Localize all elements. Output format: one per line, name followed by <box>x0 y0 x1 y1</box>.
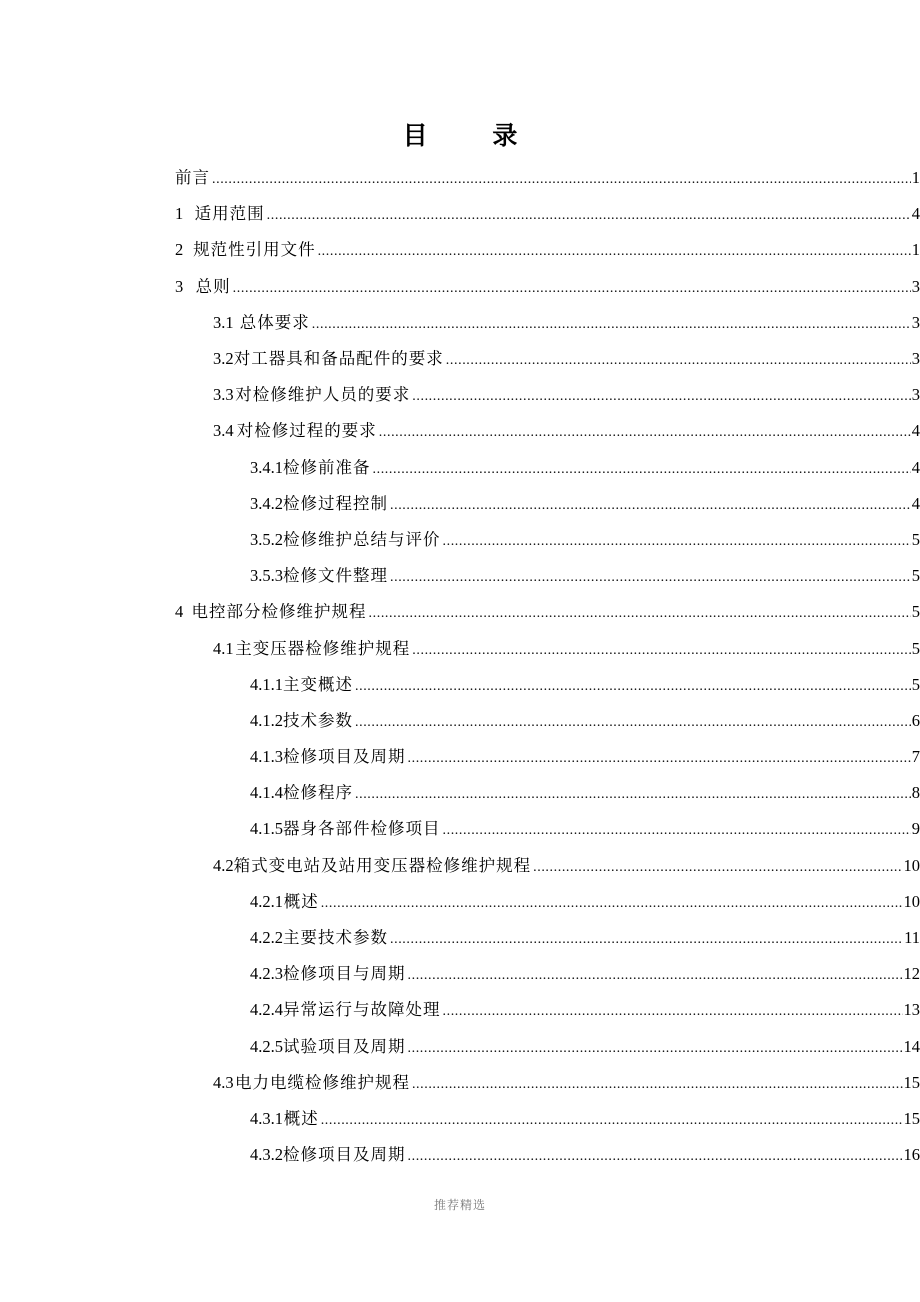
toc-entry-page: 5 <box>911 529 920 549</box>
toc-dot-leader <box>408 1147 903 1167</box>
toc-dot-leader <box>412 641 910 661</box>
toc-dot-leader <box>373 460 911 480</box>
toc-entry[interactable] <box>0 812 920 848</box>
toc-entry[interactable] <box>0 631 920 667</box>
toc-entry-page: 5 <box>911 566 920 586</box>
toc-entry-page: 7 <box>911 747 920 767</box>
toc-dot-leader <box>312 315 911 335</box>
toc-entry[interactable] <box>0 921 920 957</box>
toc-entry-page: 10 <box>903 855 920 875</box>
toc-entry-number: 4 <box>175 602 184 622</box>
toc-dot-leader <box>321 894 903 914</box>
toc-entry-number: 4.2.5 <box>250 1036 283 1056</box>
toc-entry-title: 主变压器检修维护规程 <box>235 638 411 658</box>
toc-entry-title: 检修项目与周期 <box>283 964 406 984</box>
toc-entry-page: 4 <box>911 457 920 477</box>
toc-entry-number: 4.2.3 <box>250 964 283 984</box>
toc-dot-leader <box>408 966 903 986</box>
toc-entry-number: 3.4.2 <box>250 493 283 513</box>
toc-dot-leader <box>355 785 911 805</box>
toc-entry-page: 3 <box>911 312 920 332</box>
toc-entry-number: 3.4 <box>213 421 234 441</box>
toc-entry-title: 主变概述 <box>283 674 353 694</box>
toc-entry-page: 1 <box>911 240 920 260</box>
table-of-contents <box>0 161 920 1174</box>
toc-entry-title: 概述 <box>283 891 319 911</box>
toc-entry-page: 5 <box>911 638 920 658</box>
toc-entry-title: 电控部分检修维护规程 <box>191 602 367 622</box>
toc-entry-page: 10 <box>903 891 920 911</box>
toc-entry[interactable] <box>0 342 920 378</box>
toc-entry[interactable] <box>0 957 920 993</box>
toc-entry-number: 4.2.1 <box>250 891 283 911</box>
toc-entry-page: 5 <box>911 602 920 622</box>
toc-entry-page: 12 <box>903 964 920 984</box>
toc-entry-number: 4.1.4 <box>250 783 283 803</box>
toc-entry-page: 3 <box>911 385 920 405</box>
toc-entry-page: 4 <box>911 421 920 441</box>
toc-entry[interactable] <box>0 885 920 921</box>
toc-entry-number: 4.1.3 <box>250 747 283 767</box>
toc-dot-leader <box>412 387 910 407</box>
toc-entry-page: 3 <box>911 349 920 369</box>
toc-entry-number: 4.3 <box>213 1072 234 1092</box>
toc-entry[interactable] <box>0 1066 920 1102</box>
toc-entry-number: 4.2 <box>213 855 234 875</box>
toc-dot-leader <box>267 206 911 226</box>
toc-dot-leader <box>379 423 911 443</box>
toc-entry-page: 15 <box>903 1072 920 1092</box>
toc-entry-title: 适用范围 <box>194 204 265 224</box>
toc-entry-title: 检修过程控制 <box>283 493 388 513</box>
toc-entry-number: 4.1.1 <box>250 674 283 694</box>
toc-entry-number: 3.5.3 <box>250 566 283 586</box>
toc-entry[interactable] <box>0 197 920 233</box>
toc-entry[interactable] <box>0 233 920 269</box>
toc-entry[interactable] <box>0 270 920 306</box>
toc-dot-leader <box>443 821 911 841</box>
toc-entry[interactable] <box>0 740 920 776</box>
toc-dot-leader <box>533 858 902 878</box>
toc-entry-title: 检修项目及周期 <box>283 747 406 767</box>
toc-entry[interactable] <box>0 668 920 704</box>
toc-entry-title: 器身各部件检修项目 <box>283 819 441 839</box>
toc-entry-page: 1 <box>911 168 920 188</box>
toc-entry-page: 14 <box>903 1036 920 1056</box>
toc-entry-page: 15 <box>903 1108 920 1128</box>
toc-entry-title: 总体要求 <box>239 312 310 332</box>
toc-dot-leader <box>443 1002 903 1022</box>
toc-entry-title: 总则 <box>195 276 231 296</box>
toc-entry-title: 对检修维护人员的要求 <box>235 385 411 405</box>
toc-dot-leader <box>446 351 911 371</box>
toc-entry[interactable] <box>0 595 920 631</box>
toc-entry[interactable] <box>0 1102 920 1138</box>
toc-entry-number: 3.1 <box>213 312 234 332</box>
toc-entry[interactable] <box>0 523 920 559</box>
toc-entry-title: 异常运行与故障处理 <box>283 1000 441 1020</box>
toc-entry[interactable] <box>0 161 920 197</box>
toc-entry[interactable] <box>0 849 920 885</box>
page-title: 目 录 <box>402 121 546 150</box>
toc-entry-number: 3 <box>175 276 184 296</box>
toc-entry-number: 4.3.2 <box>250 1145 283 1165</box>
toc-entry-title: 对检修过程的要求 <box>236 421 377 441</box>
toc-dot-leader <box>408 749 911 769</box>
toc-entry-page: 16 <box>903 1145 920 1165</box>
toc-dot-leader <box>408 1039 903 1059</box>
toc-entry-number: 3.2 <box>213 349 234 369</box>
toc-entry-title: 检修程序 <box>283 783 353 803</box>
toc-entry-number: 2 <box>175 240 184 260</box>
toc-entry[interactable] <box>0 378 920 414</box>
toc-dot-leader <box>390 568 911 588</box>
toc-entry-title: 概述 <box>283 1108 319 1128</box>
toc-dot-leader <box>212 170 911 190</box>
toc-entry-number: 4.1 <box>213 638 234 658</box>
page-footer: 推荐精选 <box>433 1198 486 1212</box>
toc-entry-number: 4.1.5 <box>250 819 283 839</box>
toc-dot-leader <box>390 930 903 950</box>
toc-dot-leader <box>355 713 911 733</box>
toc-entry-page: 13 <box>903 1000 920 1020</box>
toc-entry-title: 规范性引用文件 <box>193 240 316 260</box>
toc-entry-page: 5 <box>911 674 920 694</box>
toc-entry-title: 检修项目及周期 <box>283 1145 406 1165</box>
toc-entry-number: 4.3.1 <box>250 1108 283 1128</box>
toc-dot-leader <box>390 496 911 516</box>
toc-entry[interactable] <box>0 776 920 812</box>
toc-entry-page: 4 <box>911 493 920 513</box>
toc-entry-title: 主要技术参数 <box>283 928 388 948</box>
toc-dot-leader <box>318 242 911 262</box>
toc-dot-leader <box>369 604 911 624</box>
toc-dot-leader <box>233 279 911 299</box>
toc-entry[interactable] <box>0 487 920 523</box>
toc-dot-leader <box>355 677 911 697</box>
toc-entry-page: 6 <box>911 710 920 730</box>
toc-entry[interactable] <box>0 451 920 487</box>
toc-entry-number: 3.4.1 <box>250 457 283 477</box>
toc-entry-page: 4 <box>911 204 920 224</box>
toc-entry[interactable] <box>0 306 920 342</box>
toc-entry-number: 3.3 <box>213 385 234 405</box>
toc-entry-number: 4.1.2 <box>250 710 283 730</box>
toc-entry[interactable] <box>0 704 920 740</box>
toc-entry-number: 3.5.2 <box>250 529 283 549</box>
toc-entry[interactable] <box>0 414 920 450</box>
toc-entry-page: 9 <box>911 819 920 839</box>
toc-entry[interactable] <box>0 1138 920 1174</box>
toc-entry[interactable] <box>0 1030 920 1066</box>
toc-entry-title: 对工器具和备品配件的要求 <box>233 349 444 369</box>
toc-entry-title: 试验项目及周期 <box>283 1036 406 1056</box>
toc-entry-title: 检修维护总结与评价 <box>283 529 441 549</box>
toc-entry-number: 4.2.2 <box>250 928 283 948</box>
toc-dot-leader <box>321 1111 903 1131</box>
toc-dot-leader <box>443 532 911 552</box>
toc-dot-leader <box>412 1075 903 1095</box>
toc-entry-number: 4.2.4 <box>250 1000 283 1020</box>
toc-entry[interactable] <box>0 559 920 595</box>
toc-entry-title: 电力电缆检修维护规程 <box>234 1072 410 1092</box>
toc-entry-page: 11 <box>904 928 920 948</box>
toc-entry-title: 箱式变电站及站用变压器检修维护规程 <box>233 855 532 875</box>
toc-entry-page: 8 <box>911 783 920 803</box>
toc-entry-title: 技术参数 <box>283 710 353 730</box>
toc-entry[interactable] <box>0 993 920 1029</box>
toc-entry-title: 前言 <box>175 168 210 188</box>
toc-entry-title: 检修前准备 <box>283 457 371 477</box>
toc-entry-title: 检修文件整理 <box>283 566 388 586</box>
toc-entry-page: 3 <box>911 276 920 296</box>
toc-entry-number: 1 <box>175 204 184 224</box>
